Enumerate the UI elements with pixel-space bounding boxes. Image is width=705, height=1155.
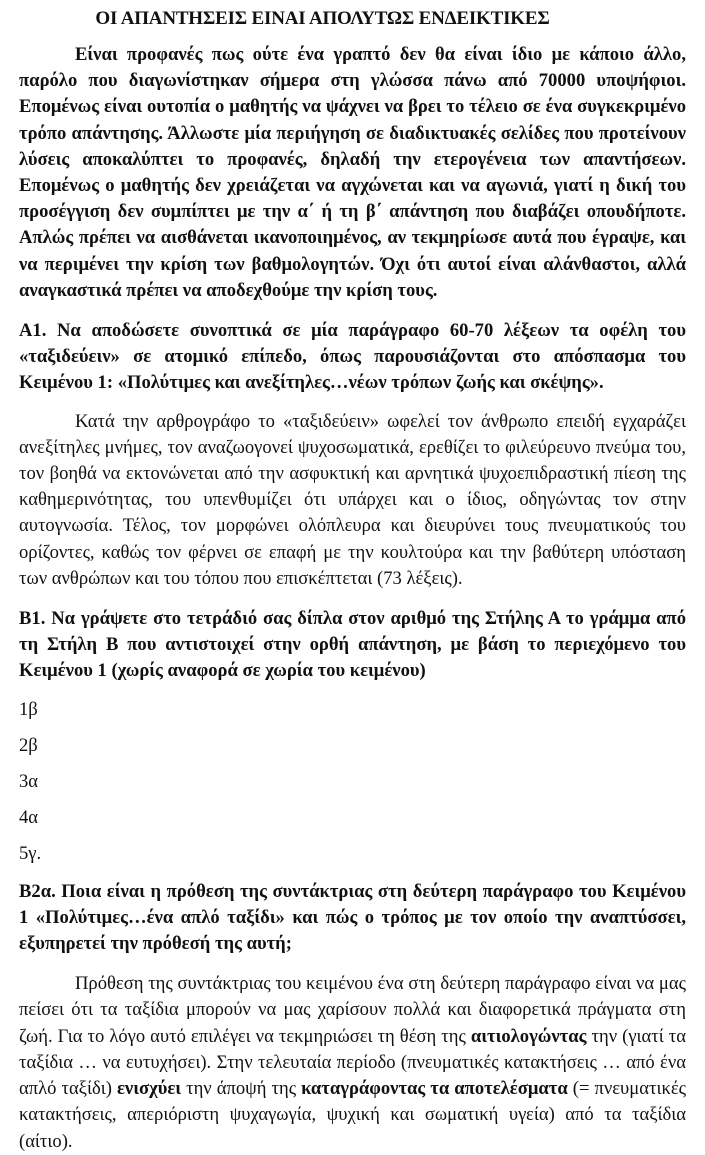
b2a-answer-text: την άποψή της bbox=[181, 1078, 302, 1100]
intro-paragraph: Είναι προφανές πως ούτε ένα γραπτό δεν θα είναι ίδιο με κάποιο άλλο, παρόλο που διαγωνίστηκαν σήμερα στη γλώσσα πάνω από 70000 υποψήφιοι. Επομένως είναι ουτοπία ο μαθητής να ψάχνει να βρει το τέλειο σε ένα συγκεκριμένο τρόπο απάντησης. Άλλωστε μία περιήγηση σε διαδικτυακές σελίδες που προτείνουν λύσεις αποκαλύπτει το προφανές, δηλαδή την ετερογένεια των απαντήσεων. Επομένως ο μαθητής δεν χρειάζεται να αγχώνεται και να αγωνιά, γιατί η δική του προσέγγιση δεν συμπίπτει με την α΄ ή τη β΄ απάντηση που διαβάζει οπουδήποτε. Απλώς πρέπει να αισθάνεται ικανοποιημένος, αν τεκμηρίωσε αυτά που έγραψε, και να περιμένει την κρίση των βαθμολογητών. Όχι ότι αυτοί είναι αλάνθαστοι, αλλά αναγκαστικά πρέπει να αποδεχθούμε την κρίση τους. bbox=[19, 44, 686, 301]
a1-question: Α1. Να αποδώσετε συνοπτικά σε μία παράγραφο 60-70 λέξεων τα οφέλη του «ταξιδεύειν» σε ατομικό επίπεδο, όπως παρουσιάζονται στο απόσπασμα του Κειμένου 1: «Πολύτιμες και ανεξίτηλες…νέων τρόπων ζωής και σκέψης». bbox=[19, 320, 686, 394]
b1-answer-item: 2β bbox=[19, 734, 38, 756]
b2a-answer-text: την (γιατί τα ταξίδια … να ευτυχήσει). Στην τελευταία περίοδο (πνευματικές κατακτήσεις … από ένα απλό ταξίδι) bbox=[19, 1025, 686, 1100]
b1-question: Β1. Να γράψετε στο τετράδιό σας δίπλα στον αριθμό της Στήλης Α το γράμμα από τη Στήλη Β που αντιστοιχεί στην ορθή απάντηση, με βάση το περιεχόμενο του Κειμένου 1 (χωρίς αναφορά σε χωρία του κειμένου) bbox=[19, 608, 686, 682]
section-a1 bbox=[19, 318, 686, 592]
document-title: ΟΙ ΑΠΑΝΤΗΣΕΙΣ ΕΙΝΑΙ ΑΠΟΛΥΤΩΣ ΕΝΔΕΙΚΤΙΚΕΣ bbox=[95, 8, 550, 29]
b1-answer-item: 4α bbox=[19, 806, 39, 828]
b2a-emphasis-justifying: αιτιολογώντας bbox=[470, 1025, 587, 1047]
b1-answer-list bbox=[19, 697, 686, 867]
b2a-answer-text: (= πνευματικές κατακτήσεις, απεριόριστη ψυχαγωγία, ψυχική και σωματική υγεία) από τα ταξίδια (αίτιο). bbox=[19, 1078, 686, 1152]
b2a-answer-text: Πρόθεση της συντάκτριας του κειμένου ένα στη δεύτερη παράγραφο είναι να μας πείσει ότι τα ταξίδια μπορούν να μας χαρίσουν πολλά και διαφορετικά πράγματα στη ζωή. Για το λόγο αυτό επιλέγει να τεκμηριώσει τη θέση της bbox=[19, 973, 686, 1047]
b2a-answer bbox=[19, 971, 686, 1154]
b2a-emphasis-recording-results: καταγράφοντας τα αποτελέσματα bbox=[301, 1078, 568, 1100]
b1-answer-item: 5γ. bbox=[19, 842, 42, 864]
b1-answer-item: 1β bbox=[19, 698, 38, 720]
b2a-question: Β2α. Ποια είναι η πρόθεση της συντάκτριας στη δεύτερη παράγραφο του Κειμένου 1 «Πολύτιμες…ένα απλό ταξίδι» και πώς ο τρόπος με τον οποίο την αναπτύσσει, εξυπηρετεί την πρόθεσή της αυτή; bbox=[19, 880, 686, 955]
b1-answer-item: 3α bbox=[19, 770, 39, 792]
section-b2a bbox=[19, 879, 686, 1155]
b2a-emphasis-reinforces: ενισχύει bbox=[116, 1078, 182, 1100]
section-b1 bbox=[19, 606, 686, 867]
a1-answer: Κατά την αρθρογράφο το «ταξιδεύειν» ωφελεί τον άνθρωπο επειδή εγχαράζει ανεξίτηλες μνήμες, τον αναζωογονεί ψυχοσωματικά, ερεθίζει το φιλεύρευνο πνεύμα του, τον βοηθά να εκτονώνεται από την ασφυκτική και αρνητικά ψυχοεπιδραστική πίεση της καθημερινότητας, του υπενθυμίζει ότι υπάρχει και ο ίδιος, οδηγώντας τον στην αυτογνωσία. Τέλος, τον μορφώνει ολόπλευρα και διευρύνει τους πνευματικούς του ορίζοντες, καθώς τον φέρνει σε επαφή με την κουλτούρα και την βαθύτερη υπόσταση των ανθρώπων και του τόπου που επισκέπτεται (73 λέξεις). bbox=[19, 410, 686, 589]
